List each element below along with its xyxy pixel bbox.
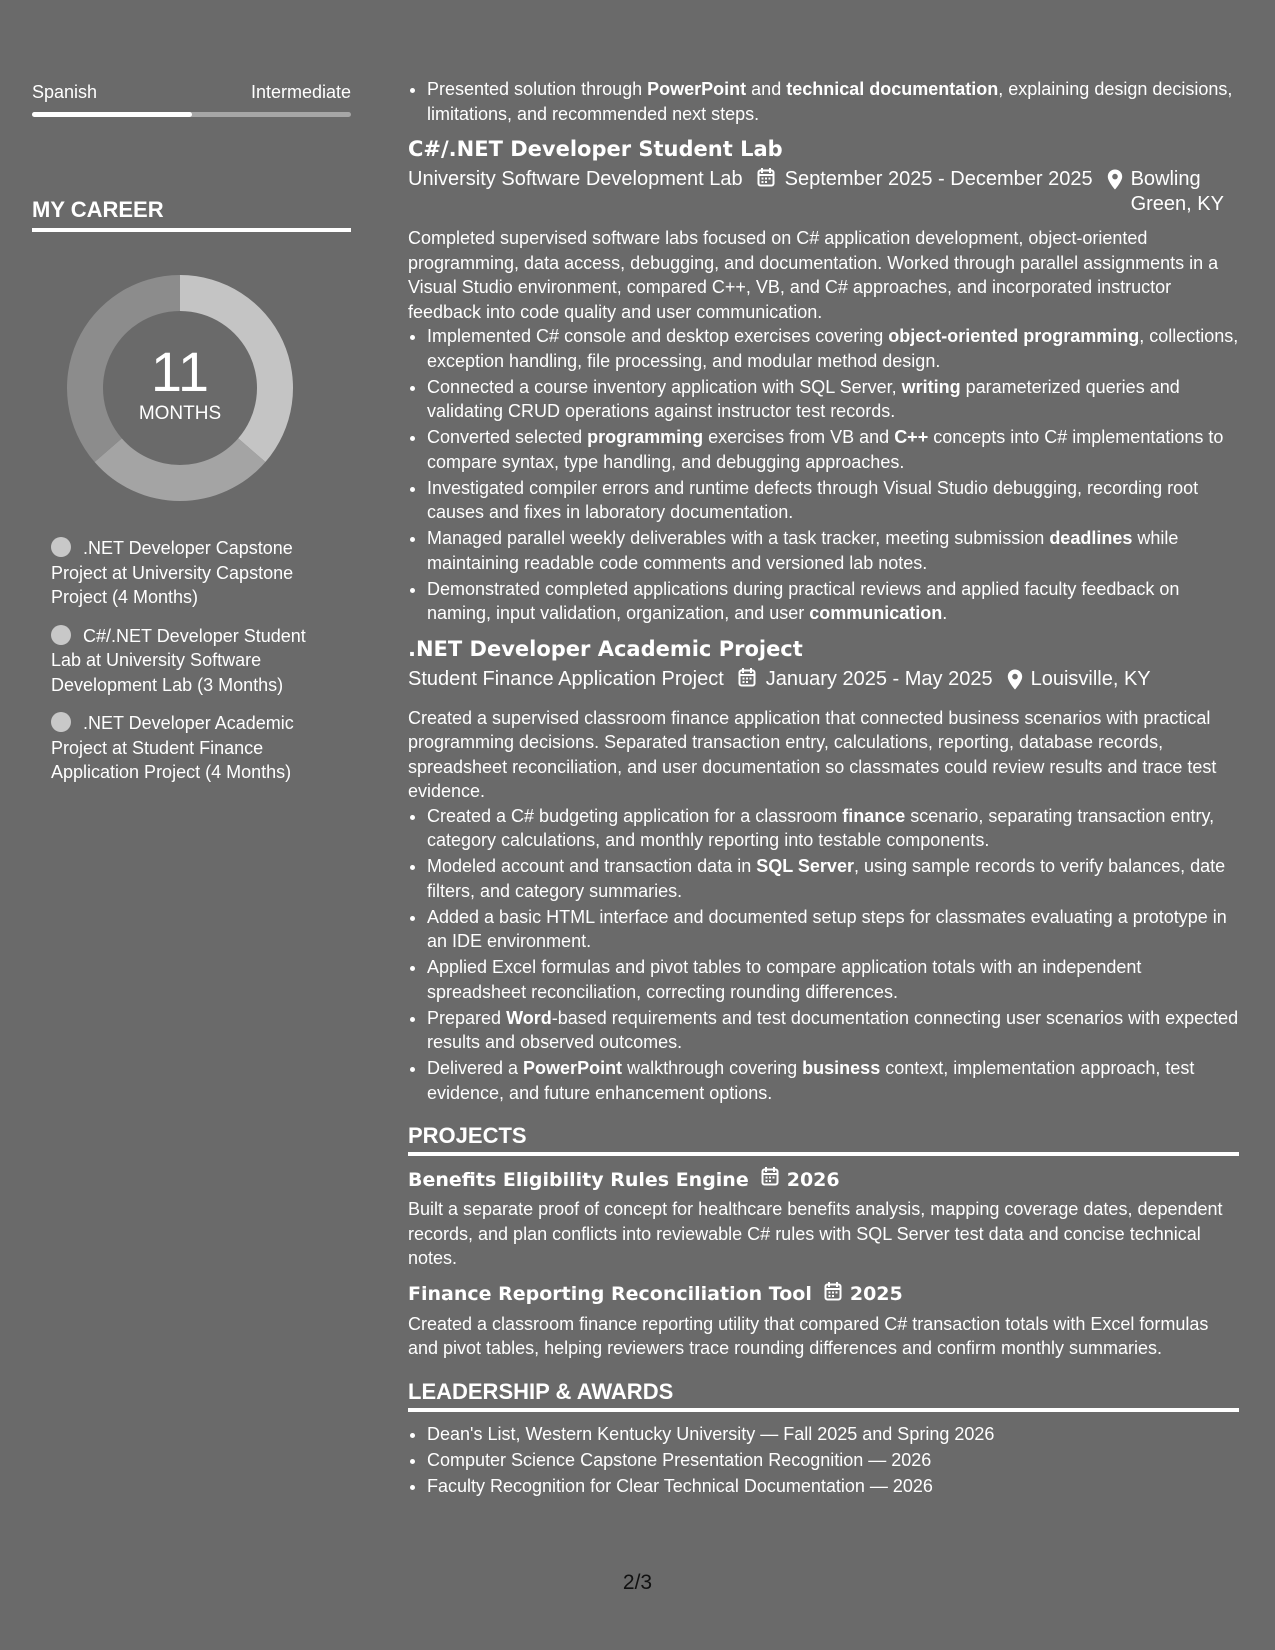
job-description: Created a supervised classroom finance application that connected business scenarios with practical programming decisions. Separated transaction entry, calculations, reporting, database records, spreadsheet reconciliation, and user documentation so classmates could review results and trace test evidence. xyxy=(408,707,1217,801)
project-description: Created a classroom finance reporting utility that compared C# transaction totals with Excel formulas and pivot tables, helping reviewers trace rounding differences and confirm monthly summaries. xyxy=(408,1313,1209,1358)
award-item: • Faculty Recognition for Clear Technical Documentation — 2026 xyxy=(427,1474,1239,1499)
previous-job-bullets xyxy=(408,77,1239,126)
job-entry xyxy=(408,634,1239,1106)
legend-item xyxy=(51,711,321,785)
awards-heading: LEADERSHIP & AWARDS xyxy=(408,1377,1239,1412)
bullet-item: • Implemented C# console and desktop exercises covering object-oriented programming, collections, exception handling, file processing, and modular method design. xyxy=(427,324,1239,373)
job-meta xyxy=(408,167,1239,217)
project-title: Finance Reporting Reconciliation Tool xyxy=(408,1283,812,1305)
legend-item xyxy=(51,624,321,698)
page-number: 2/3 xyxy=(622,1571,653,1594)
job-location-block xyxy=(993,667,1151,697)
job-bullets xyxy=(408,804,1239,1106)
bullet-item: • Managed parallel weekly deliverables with a task tracker, meeting submission deadlines while maintaining readable code comments and versioned lab notes. xyxy=(427,526,1239,575)
bullet-item: • Modeled account and transaction data in SQL Server, using sample records to verify balances, date filters, and category summaries. xyxy=(427,854,1239,903)
location-pin-icon xyxy=(1107,169,1123,217)
legend-item xyxy=(51,536,321,610)
donut-center xyxy=(66,274,294,502)
project-title-row xyxy=(408,1281,1239,1309)
legend-dot-icon xyxy=(51,625,71,645)
job-dates: September 2025 - December 2025 xyxy=(784,168,1093,190)
main-content xyxy=(408,77,1239,1500)
sidebar xyxy=(32,78,351,799)
job-dates: January 2025 - May 2025 xyxy=(765,667,993,690)
location-pin-icon xyxy=(1007,669,1023,697)
calendar-icon xyxy=(761,1166,779,1194)
bullet-item: • Applied Excel formulas and pivot tables to compare application totals with an independent spreadsheet reconciliation, correcting rounding differences. xyxy=(427,955,1239,1004)
project-year: 2026 xyxy=(786,1168,840,1191)
bullet-item: • Connected a course inventory application with SQL Server, writing parameterized queries and validating CRUD operations against instructor test records. xyxy=(427,375,1239,424)
language-proficiency-bar xyxy=(32,112,351,117)
career-heading: MY CAREER xyxy=(32,195,351,232)
bullet-item: • Presented solution through PowerPoint and technical documentation, explaining design decisions, limitations, and recommended next steps. xyxy=(427,77,1239,126)
language-name: Spanish xyxy=(32,82,98,102)
job-bullets xyxy=(408,324,1239,626)
language-level: Intermediate xyxy=(250,82,351,102)
job-title: C#/.NET Developer Student Lab xyxy=(408,137,783,161)
language-proficiency-fill xyxy=(32,112,192,117)
bullet-item: • Investigated compiler errors and runtime defects through Visual Studio debugging, recording root causes and fixes in laboratory documentation. xyxy=(427,476,1239,525)
career-total-unit: MONTHS xyxy=(138,403,222,424)
calendar-icon xyxy=(824,1281,842,1309)
project-title: Benefits Eligibility Rules Engine xyxy=(408,1168,749,1191)
bullet-item: • Added a basic HTML interface and documented setup steps for classmates evaluating a prototype in an IDE environment. xyxy=(427,905,1239,954)
legend-dot-icon xyxy=(51,537,71,557)
job-description: Completed supervised software labs focused on C# application development, object-oriented programming, data access, debugging, and documentation. Worked through parallel assignments in a Visual Studio environment, compared C++, VB, and C# approaches, and incorporated instructor feedback into code quality and user communication. xyxy=(408,228,1219,322)
job-organization: University Software Development Lab xyxy=(408,168,743,190)
career-total-number: 11 xyxy=(150,340,210,403)
bullet-item: • Converted selected programming exercises from VB and C++ concepts into C# implementations to compare syntax, type handling, and debugging approaches. xyxy=(427,425,1239,474)
project-entry xyxy=(408,1166,1239,1271)
job-title: .NET Developer Academic Project xyxy=(408,636,803,661)
awards-list xyxy=(408,1422,1239,1499)
bullet-item: • Prepared Word-based requirements and test documentation connecting user scenarios with expected results and observed outcomes. xyxy=(427,1006,1239,1055)
project-title-row xyxy=(408,1166,1239,1194)
projects-heading: PROJECTS xyxy=(408,1121,1239,1156)
bullet-item: • Delivered a PowerPoint walkthrough covering business context, implementation approach, test evidence, and future enhancement options. xyxy=(427,1056,1239,1105)
job-meta xyxy=(408,667,1239,697)
bullet-item: • Demonstrated completed applications during practical reviews and applied faculty feedback on naming, input validation, organization, and user communication. xyxy=(427,577,1239,626)
career-legend xyxy=(51,536,351,785)
calendar-icon xyxy=(757,167,775,217)
calendar-icon xyxy=(738,667,756,697)
award-item: • Dean's List, Western Kentucky University — Fall 2025 and Spring 2026 xyxy=(427,1422,1239,1447)
project-year: 2025 xyxy=(849,1283,903,1305)
legend-dot-icon xyxy=(51,712,71,732)
project-description: Built a separate proof of concept for healthcare benefits analysis, mapping coverage dates, dependent records, and plan conflicts into reviewable C# rules with SQL Server test data and concise technical notes. xyxy=(408,1199,1223,1268)
legend-label: .NET Developer Capstone Project at University Capstone Project (4 Months) xyxy=(51,538,294,607)
legend-label: C#/.NET Developer Student Lab at University Software Development Lab (3 Months) xyxy=(51,625,306,695)
job-entry xyxy=(408,134,1239,626)
bullet-item: • Created a C# budgeting application for a classroom finance scenario, separating transaction entry, category calculations, and monthly reporting into testable components. xyxy=(427,804,1239,853)
job-location: Louisville, KY xyxy=(1030,667,1151,690)
language-row xyxy=(32,78,351,106)
job-location-block xyxy=(1093,167,1226,217)
project-entry xyxy=(408,1281,1239,1361)
award-item: • Computer Science Capstone Presentation Recognition — 2026 xyxy=(427,1448,1239,1473)
career-donut-chart xyxy=(66,274,294,502)
legend-label: .NET Developer Academic Project at Student Finance Application Project (4 Months) xyxy=(51,713,294,782)
job-location: Bowling Green, KY xyxy=(1130,168,1224,215)
job-organization: Student Finance Application Project xyxy=(408,667,724,690)
